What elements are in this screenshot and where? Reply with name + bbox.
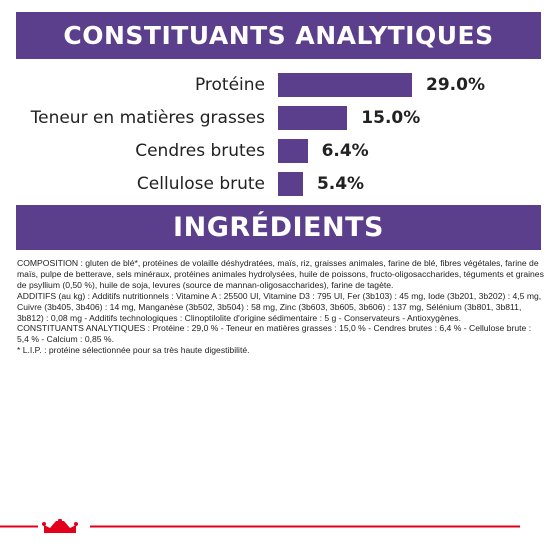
chart-value-label: 29.0%: [426, 75, 485, 95]
chart-category-label: Cellulose brute: [136, 174, 265, 194]
chart-row: [0, 171, 555, 197]
composition-paragraph: COMPOSITION : gluten de blé*, protéines de volaille déshydratées, maïs, riz, graisses animales, farine de blé, fibres végétales, farine de maïs, pulpe de betterave, sels minéraux, protéines animales hydrolysées, huile de poissons, fructo-oligosaccharides, téguments et graines de psyllium (0,50 %), huile de soja, levures (source de mannan-oligosaccharides), farine de tagète.: [17, 258, 544, 290]
chart-value-label: 5.4%: [316, 174, 365, 194]
additifs-paragraph: ADDITIFS (au kg) : Additifs nutritionnels : Vitamine A : 25500 UI, Vitamine D3 : 795 UI, Fer (3b103) : 45 mg, Iode (3b201, 3b202) : 4,5 mg, Cuivre (3b405, 3b406) : 14 mg, Manganèse (3b502, 3b504) : 58 mg, Zinc (3b603, 3b605, 3b606) : 137 mg, Sélénium (3b801, 3b811, 3b812) : 0,08 mg - Additifs technologiques : Clinoptilolite d'origine sédimentaire : 5 g - Conservateurs - Antioxygènes.: [17, 290, 542, 323]
constituants-paragraph: CONSTITUANTS ANALYTIQUES : Protéine : 29,0 % - Teneur en matières grasses : 15,0 % - Cendres brutes : 6,4 % - Cellulose brute : 5,4 % - Calcium : 0,85 %.: [17, 323, 532, 345]
chart-bar: [278, 172, 303, 196]
chart-category-label: Teneur en matières grasses: [30, 108, 265, 128]
chart-category-label: Protéine: [194, 75, 265, 95]
ingredients-banner: INGRÉDIENTS: [16, 205, 541, 250]
chart-value-label: 6.4%: [321, 141, 369, 161]
chart-row: [0, 105, 555, 131]
chart-value-label: 15.0%: [361, 108, 421, 128]
brand-footer: [0, 519, 555, 533]
chart-row: [0, 72, 555, 98]
analytic-banner: CONSTITUANTS ANALYTIQUES: [16, 12, 541, 59]
chart-bar: [278, 73, 412, 97]
chart-category-label: Cendres brutes: [135, 141, 265, 161]
ingredients-text: [17, 258, 545, 356]
chart-bar: [278, 106, 347, 130]
chart-bar: [278, 139, 308, 163]
crown-icon: [42, 519, 78, 533]
chart-row: [0, 138, 555, 164]
lip-note: * L.I.P. : protéine sélectionnée pour sa très haute digestibilité.: [17, 345, 250, 356]
